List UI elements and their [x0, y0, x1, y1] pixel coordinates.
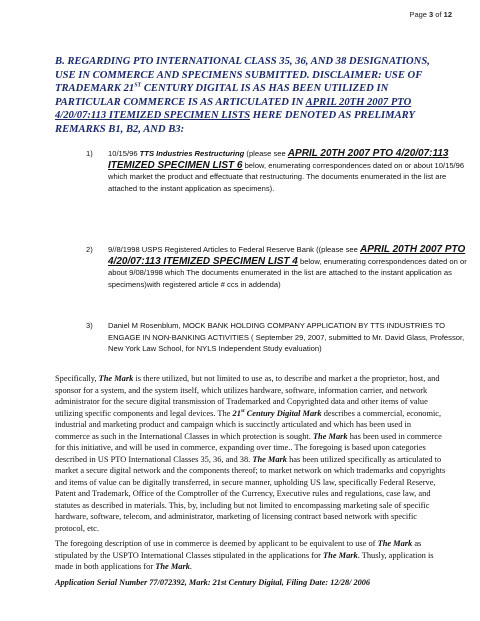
section-heading: B. REGARDING PTO INTERNATIONAL CLASS 35, 36, AND 38 DESIGNATIONS, USE IN COMMERCE AND SPECIMENS SUBMITTED. DISCLAIMER: USE OF TRADEMARK 21ST CENTURY DIGITAL IS AS HAS BEEN UTILIZED IN PARTICULAR COMMERCE IS AS ARTICULATED IN APRIL 20TH 2007 PTO 4/20/07:113 ITEMIZED SPECIMEN LISTS HERE DENOTED AS PRELIMARY REMARKS B1, B2, AND B3: [55, 56, 430, 135]
list-item: 2) 9//8/1998 USPS Registered Articles to Federal Reserve Bank ((please see APRIL 20TH 2007 PTO 4/20/07:113 ITEMIZED SPECIMEN LIST 4 below, enumerating correspondences dated on or about 9/08/1998 which The documents enumerated in the list are attached to the instant application as specimens)with registered article # ccs in addenda) [86, 244, 467, 289]
conclusion-paragraph: The foregoing description of use in commerce is deemed by applicant to be equivalent to use of The Mark as stipulated by the USPTO International Classes stipulated in the applications for The Mark. Thusly, application is made in both applications for The Mark. [55, 539, 434, 571]
list-item: 1) 10/15/96 TTS Industries Restructuring (please see APRIL 20TH 2007 PTO 4/20/07:113 ITEMIZED SPECIMEN LIST 6 below, enumerating correspondences dated on or about 10/15/96 which market the product and effectuate that restructuring. The documents enumerated in the list are attached to the instant application as specimens). [86, 148, 465, 193]
page-number: Page 3 of 12 [409, 10, 452, 19]
list-item: 3) Daniel M Rosenblum, MOCK BANK HOLDING COMPANY APPLICATION BY TTS INDUSTRIES TO ENGAGE IN NON-BANKING ACTIVITIES ( September 29, 2007, submitted to Mr. David Glass, Professor, New York Law School, for NYLS Independent Study evaluation) [86, 321, 465, 354]
application-footer: Application Serial Number 77/072392, Mark: 21st Century Digital, Filing Date: 12/28/ 2006 [55, 578, 371, 587]
body-paragraph: Specifically, The Mark is there utilized, but not limited to use as, to describe and market a the proprietor, host, and sponsor for a system, and the system itself, which utilizes hardware, software, information carrier, and network administrator for the secure digital transmission of Trademarked and Copyrighted data and other items of value utilizing specific components and legal devices. The 21st Century Digital Mark describes a commercial, economic, industrial and marketing product and campaign which is succinctly articulated and which has been used in commerce as such in the International Classes in which protection is sought. The Mark has been used in commerce for this initiative, and will be used in commerce, expanding over time.. The foregoing is based upon categories described in US PTO International Classes 35, 36, and 38. The Mark has been utilized specifically as articulated to market a secure digital network and the components thereof; to market network on which trademarks and copyrights and items of value can be digitally transferred, in secure manner, upholding US law, specifically Federal Reserve, Patent and Trademark, Office of the Comptroller of the Currency, Executive rules and regulations, case law, and statutes as described in materials. This, by, including but not limited to encompassing marketing sale of specific hardware, software, telecom, and administrator, marketing of licensing contract based network with specific protocol, etc. [55, 374, 446, 533]
